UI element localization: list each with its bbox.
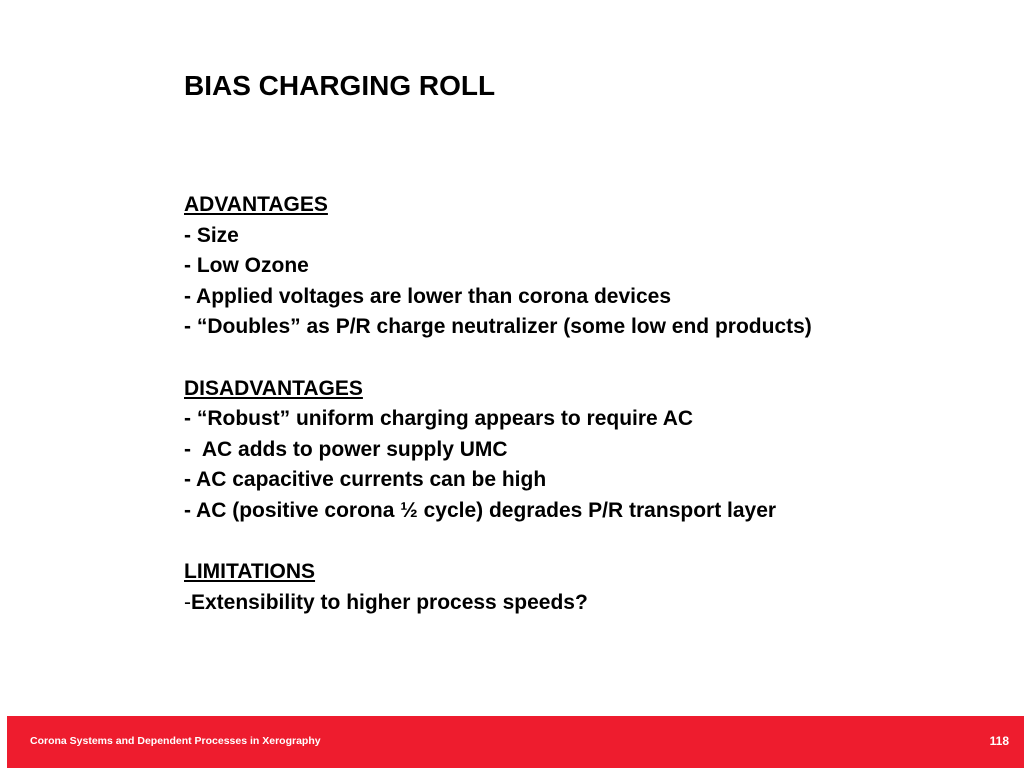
- footer-title: Corona Systems and Dependent Processes in Xerography: [30, 735, 321, 747]
- footer-bar: [7, 716, 1024, 768]
- slide-title: BIAS CHARGING ROLL: [184, 70, 496, 101]
- advantage-item: - “Doubles” as P/R charge neutralizer (some low end products): [184, 315, 812, 339]
- spacer: [184, 527, 812, 558]
- advantage-item: - Low Ozone: [184, 254, 309, 278]
- advantage-item: - Size: [184, 223, 239, 247]
- page-number: 118: [989, 734, 1009, 748]
- limitation-dash: -: [184, 590, 191, 614]
- advantage-item: - Applied voltages are lower than corona devices: [184, 284, 672, 308]
- advantages-heading: ADVANTAGES: [184, 193, 328, 216]
- disadvantage-item: - “Robust” uniform charging appears to require AC: [184, 407, 694, 431]
- spacer: [184, 343, 812, 374]
- limitations-heading: LIMITATIONS: [184, 560, 316, 584]
- limitation-text: Extensibility to higher process speeds?: [191, 590, 588, 614]
- disadvantages-heading: DISADVANTAGES: [184, 376, 363, 400]
- disadvantage-item: - AC adds to power supply UMC: [184, 437, 508, 461]
- slide-content: [184, 190, 812, 618]
- disadvantage-item: - AC capacitive currents can be high: [184, 468, 547, 492]
- disadvantage-item: - AC (positive corona ½ cycle) degrades P/R transport layer: [184, 498, 777, 522]
- limitation-item: [184, 588, 812, 619]
